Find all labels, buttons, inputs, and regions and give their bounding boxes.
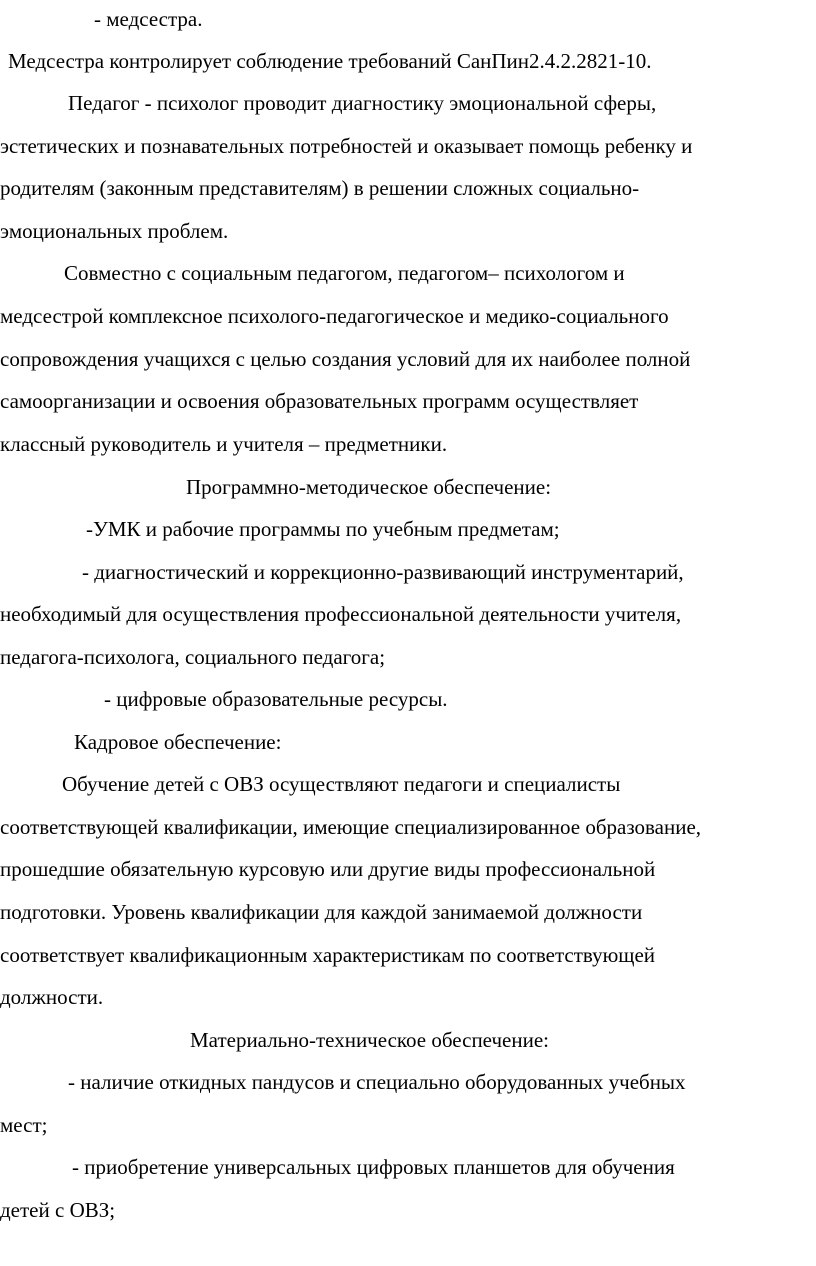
text-line: необходимый для осуществления профессиональной деятельности учителя, — [0, 602, 682, 626]
list-item: - наличие откидных пандусов и специально оборудованных учебных — [68, 1070, 686, 1094]
section-heading: Материально-техническое обеспечение: — [190, 1028, 549, 1052]
text-line: эмоциональных проблем. — [0, 219, 229, 243]
text-line: должности. — [0, 985, 104, 1009]
list-item: - диагностический и коррекционно-развивающий инструментарий, — [82, 560, 684, 584]
text-line: Совместно с социальным педагогом, педагогом– психологом и — [64, 261, 625, 285]
text-line: соответствующей квалификации, имеющие специализированное образование, — [0, 815, 702, 839]
list-item: - приобретение универсальных цифровых планшетов для обучения — [72, 1155, 675, 1179]
text-line: мест; — [0, 1113, 48, 1137]
text-line: сопровождения учащихся с целью создания условий для их наиболее полной — [0, 347, 691, 371]
list-item: -УМК и рабочие программы по учебным предметам; — [86, 517, 560, 541]
text-line: эстетических и познавательных потребностей и оказывает помощь ребенку и — [0, 134, 693, 158]
text-line: педагога-психолога, социального педагога; — [0, 645, 386, 669]
list-item: - цифровые образовательные ресурсы. — [104, 687, 448, 711]
text-line: детей с ОВЗ; — [0, 1198, 116, 1222]
text-line: Педагог - психолог проводит диагностику эмоциональной сферы, — [68, 91, 657, 115]
text-line: медсестрой комплексное психолого-педагогическое и медико-социального — [0, 304, 669, 328]
text-line: самоорганизации и освоения образовательных программ осуществляет — [0, 389, 639, 413]
text-line: - медсестра. — [94, 7, 203, 31]
text-line: родителям (законным представителям) в решении сложных социально- — [0, 176, 640, 200]
section-heading: Кадровое обеспечение: — [74, 730, 282, 754]
text-line: классный руководитель и учителя – предметники. — [0, 432, 448, 456]
text-line: прошедшие обязательную курсовую или другие виды профессиональной — [0, 857, 656, 881]
text-line: соответствует квалификационным характеристикам по соответствующей — [0, 943, 656, 967]
text-line: Медсестра контролирует соблюдение требований СанПин2.4.2.2821-10. — [8, 49, 652, 73]
text-line: Обучение детей с ОВЗ осуществляют педагоги и специалисты — [62, 772, 621, 796]
section-heading: Программно-методическое обеспечение: — [186, 475, 552, 499]
text-line: подготовки. Уровень квалификации для каждой занимаемой должности — [0, 900, 643, 924]
